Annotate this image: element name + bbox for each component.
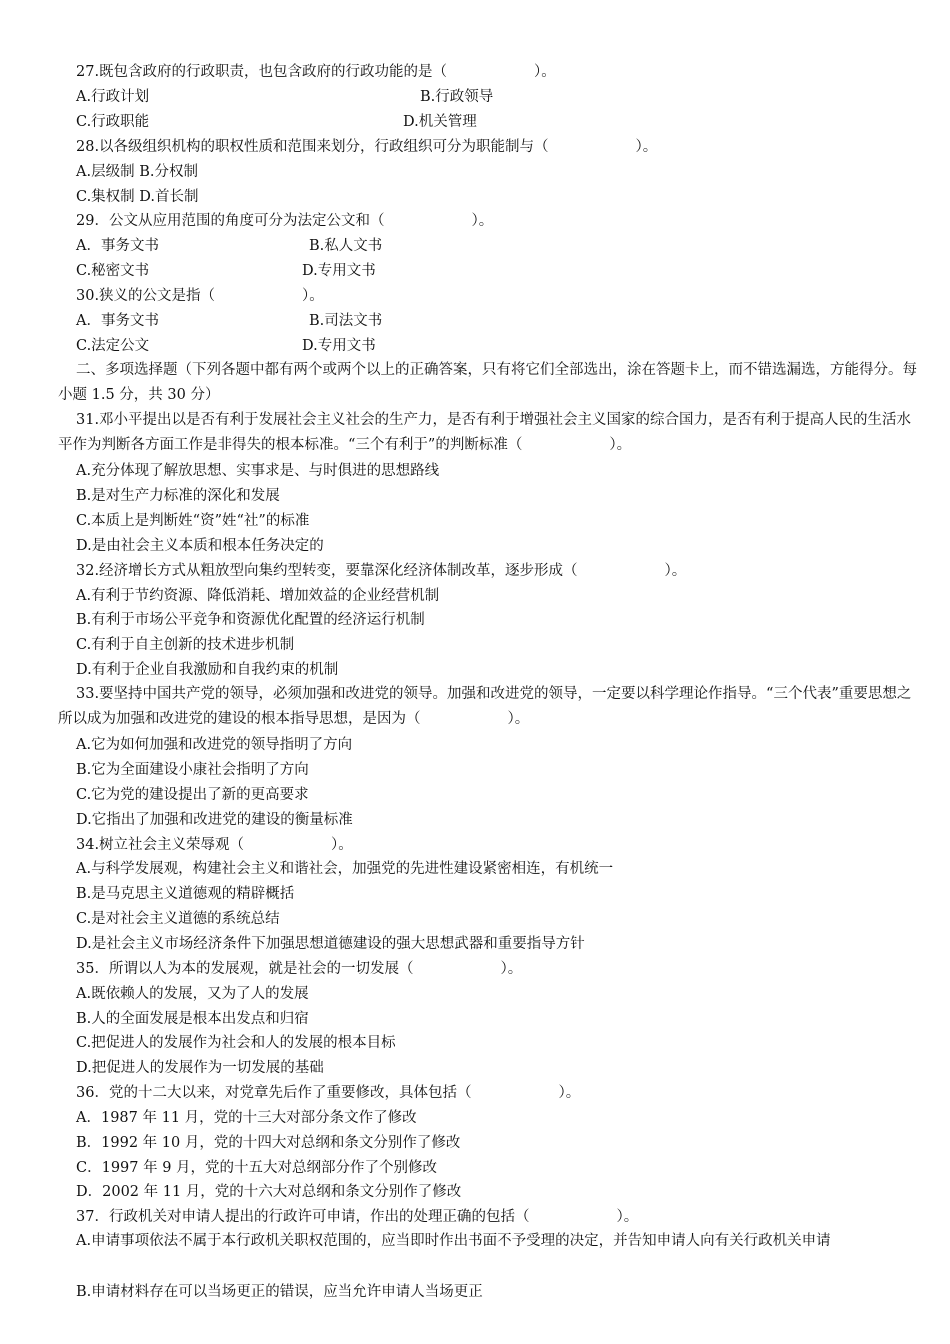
q32-option-d: D.有利于企业自我激励和自我约束的机制 [76,662,339,678]
question-36: 36．党的十二大以来，对党章先后作了重要修改，具体包括（ ）。 [76,1085,581,1101]
q35-option-d: D.把促进人的发展作为一切发展的基础 [76,1060,324,1076]
q36-option-b: B．1992 年 10 月，党的十四大对总纲和条文分别作了修改 [76,1135,461,1151]
q28-options-ab: A.层级制 B.分权制 [76,164,198,180]
question-35: 35．所谓以人为本的发展观，就是社会的一切发展（ ）。 [76,961,523,977]
q29-option-a: A．事务文书 [76,238,159,254]
q37-option-a: A.申请事项依法不属于本行政机关职权范围的，应当即时作出书面不予受理的决定，并告知申请人向有关行政机关申请 [76,1233,831,1249]
q30-option-d: D.专用文书 [302,338,376,354]
q36-option-a: A．1987 年 11 月，党的十三大对部分条文作了修改 [76,1110,417,1126]
q34-option-b: B.是马克思主义道德观的精辟概括 [76,886,295,902]
q35-option-a: A.既依赖人的发展，又为了人的发展 [76,986,309,1002]
question-30: 30.狭义的公文是指（ ）。 [76,288,324,304]
q31-option-d: D.是由社会主义本质和根本任务决定的 [76,538,324,554]
q34-option-c: C.是对社会主义道德的系统总结 [76,911,280,927]
question-34: 34.树立社会主义荣辱观（ ）。 [76,837,353,853]
q34-option-a: A.与科学发展观，构建社会主义和谐社会，加强党的先进性建设紧密相连，有机统一 [76,861,614,877]
q34-option-d: D.是社会主义市场经济条件下加强思想道德建设的强大思想武器和重要指导方针 [76,936,585,952]
q35-option-c: C.把促进人的发展作为社会和人的发展的根本目标 [76,1035,396,1051]
q33-option-b: B.它为全面建设小康社会指明了方向 [76,762,309,778]
q27-option-a: A.行政计划 [76,89,150,105]
q33-option-d: D.它指出了加强和改进党的建设的衡量标准 [76,812,353,828]
q32-option-c: C.有利于自主创新的技术进步机制 [76,637,295,653]
q33-option-c: C.它为党的建设提出了新的更高要求 [76,787,309,803]
q27-option-d: D.机关管理 [403,114,477,130]
question-27: 27.既包含政府的行政职责，也包含政府的行政功能的是（ ）。 [76,64,556,80]
q29-option-c: C.秘密文书 [76,263,150,279]
q30-option-a: A．事务文书 [76,313,159,329]
q32-option-a: A.有利于节约资源、降低消耗、增加效益的企业经营机制 [76,588,440,604]
q29-option-d: D.专用文书 [302,263,376,279]
q30-option-c: C.法定公文 [76,338,150,354]
q32-option-b: B.有利于市场公平竞争和资源优化配置的经济运行机制 [76,612,425,628]
q28-options-cd: C.集权制 D.首长制 [76,189,199,205]
question-37: 37．行政机关对申请人提出的行政许可申请，作出的处理正确的包括（ ）。 [76,1209,639,1225]
question-32: 32.经济增长方式从粗放型向集约型转变，要靠深化经济体制改革，逐步形成（ ）。 [76,563,687,579]
section-2-heading: 二、多项选择题（下列各题中都有两个或两个以上的正确答案，只有将它们全部选出，涂在答题卡上，而不错选漏选，方能得分。每小题 1.5 分，共 30 分） [58,362,917,403]
question-33: 33.要坚持中国共产党的领导，必须加强和改进党的领导。加强和改进党的领导，一定要以科学理论作指导。“三个代表”重要思想之所以成为加强和改进党的建设的根本指导思想，是因为（ ）。 [58,686,912,727]
q37-option-b: B.申请材料存在可以当场更正的错误，应当允许申请人当场更正 [76,1284,483,1300]
question-28: 28.以各级组织机构的职权性质和范围来划分，行政组织可分为职能制与（ ）。 [76,139,658,155]
question-29: 29．公文从应用范围的角度可分为法定公文和（ ）。 [76,213,494,229]
q35-option-b: B.人的全面发展是根本出发点和归宿 [76,1011,309,1027]
q29-option-b: B.私人文书 [309,238,383,254]
q31-option-a: A.充分体现了解放思想、实事求是、与时俱进的思想路线 [76,463,440,479]
q31-option-c: C.本质上是判断姓“资”姓“社”的标准 [76,513,310,529]
q36-option-d: D．2002 年 11 月，党的十六大对总纲和条文分别作了修改 [76,1184,462,1200]
q27-option-b: B.行政领导 [420,89,494,105]
question-31: 31.邓小平提出以是否有利于发展社会主义社会的生产力，是否有利于增强社会主义国家的综合国力，是否有利于提高人民的生活水平作为判断各方面工作是非得失的根本标准。“三个有利于”的判断标准（ ）。 [58,412,912,453]
q36-option-c: C．1997 年 9 月，党的十五大对总纲部分作了个别修改 [76,1160,438,1176]
q33-option-a: A.它为如何加强和改进党的领导指明了方向 [76,737,353,753]
q31-option-b: B.是对生产力标准的深化和发展 [76,488,280,504]
q30-option-b: B.司法文书 [309,313,383,329]
q27-option-c: C.行政职能 [76,114,150,130]
